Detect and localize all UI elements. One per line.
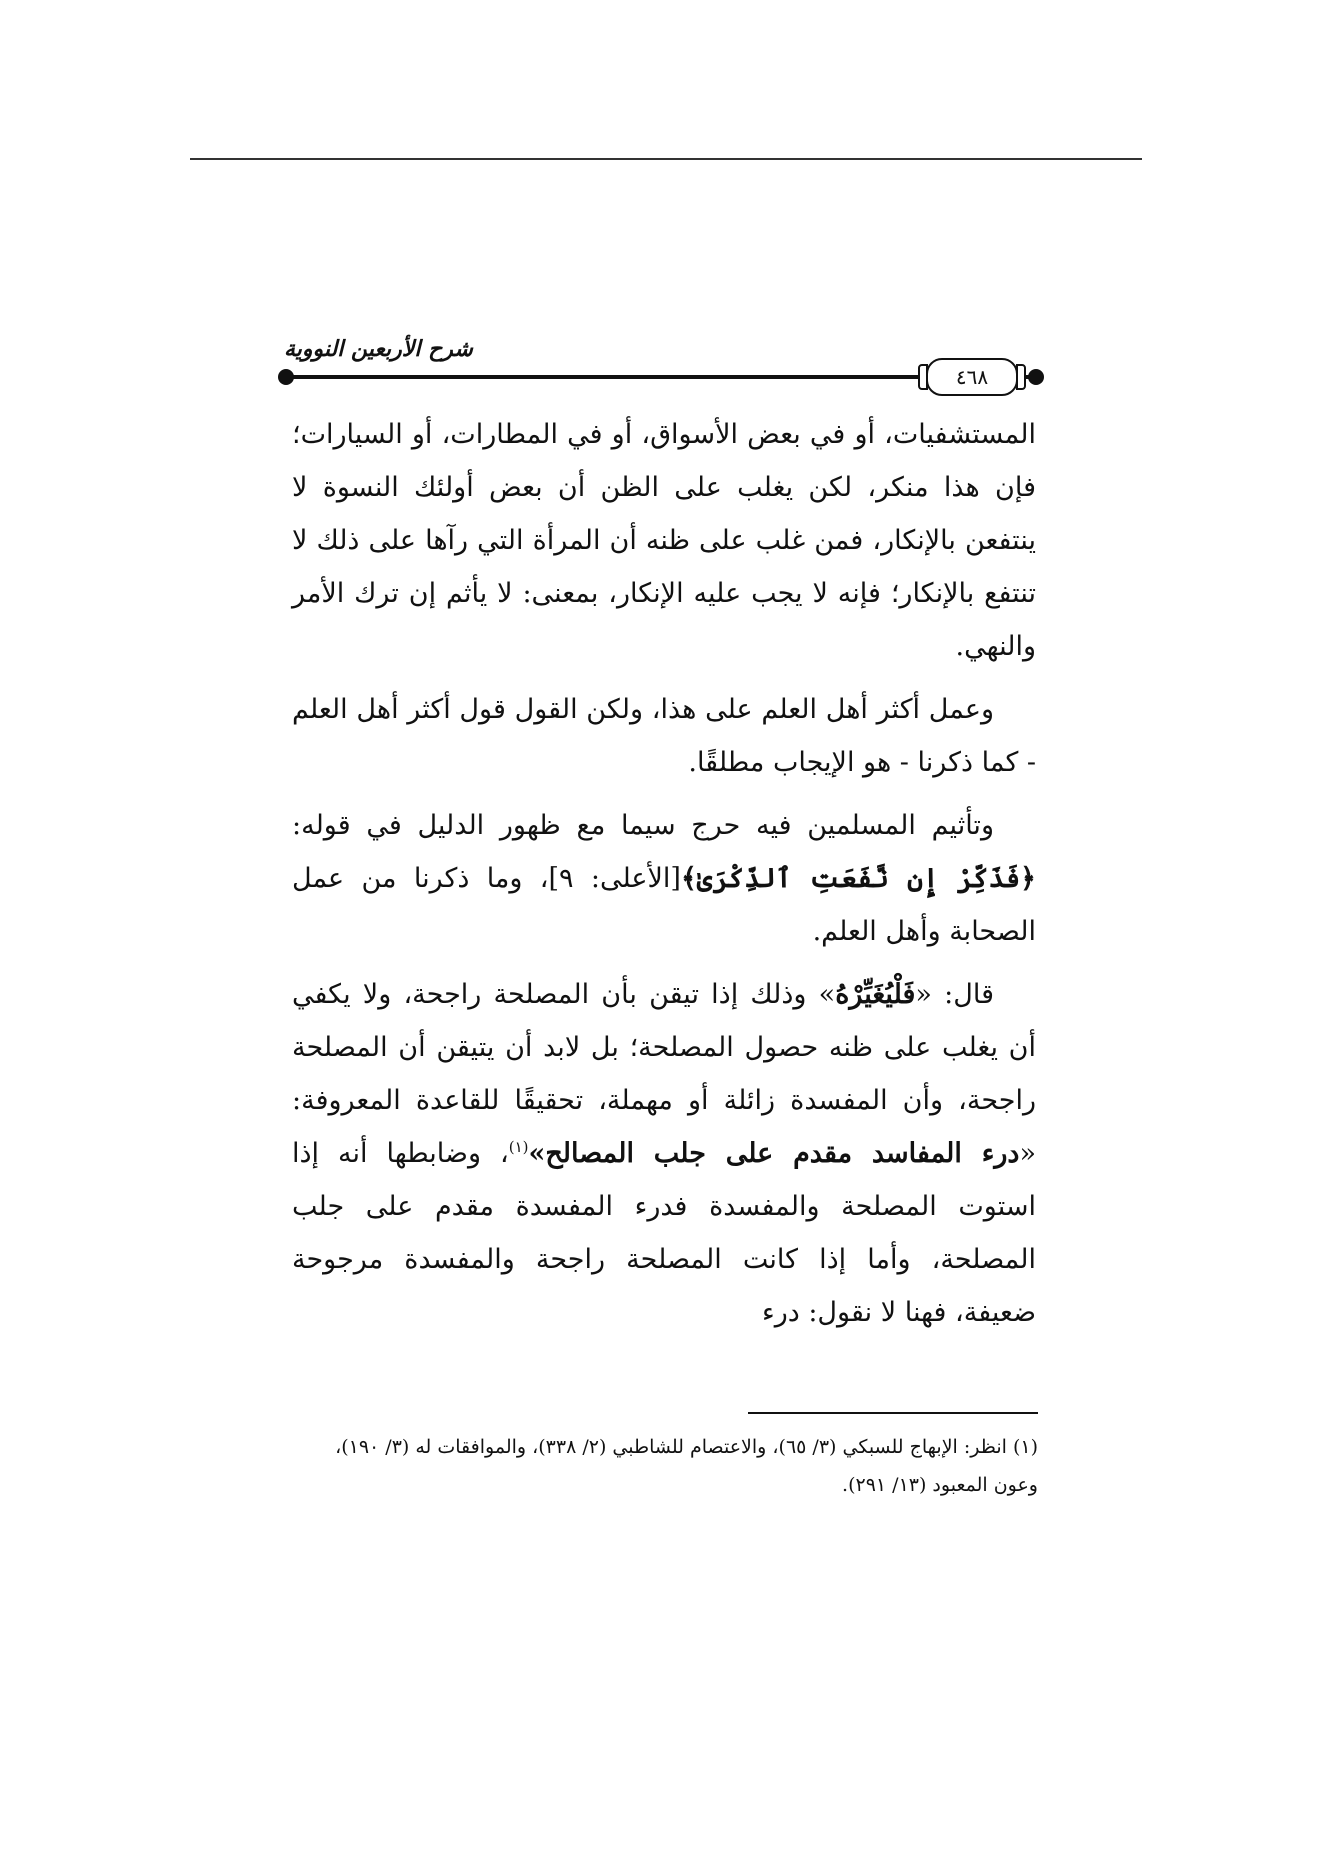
paragraph-3-citation: [الأعلى: ٩]، وما ذكرنا من عمل الصحابة وأهل العلم.: [292, 863, 1036, 947]
footnote-separator: [748, 1412, 1038, 1414]
header-ornament-dot-right: [1028, 369, 1044, 385]
paragraph-3-text: وتأثيم المسلمين فيه حرج سيما مع ظهور الدليل في قوله:: [292, 810, 994, 841]
quran-verse: فَذَكِّرْ إِن نَّفَعَتِ ٱلذِّكْرَىٰ: [696, 863, 1021, 894]
paragraph-4-middle: » وذلك إذا تيقن بأن المصلحة راجحة، ولا يكفي أن يغلب على ظنه حصول المصلحة؛ بل لابد أن يتيقن أن المصلحة راجحة، وأن المفسدة زائلة أو مهملة، تحقيقًا للقاعدة المعروفة: «: [292, 979, 1036, 1169]
running-header: [278, 336, 1044, 396]
page-number: ٤٦٨: [955, 365, 989, 389]
paragraph-4-lead: قال: «: [915, 979, 994, 1010]
paragraph-3: [292, 799, 1036, 958]
footnote-1-line-2: وعون المعبود (١٣/ ٢٩١).: [842, 1474, 1038, 1496]
legal-maxim-close: »: [528, 1138, 546, 1169]
footnotes: [292, 1428, 1038, 1504]
paragraph-4-end: ، وضابطها أنه إذا استوت المصلحة والمفسدة فدرء المفسدة مقدم على جلب المصلحة، وأما إذا كانت المصلحة راجحة والمفسدة مرجوحة ضعيفة، فهنا لا نقول: درء: [292, 1138, 1036, 1328]
footnote-1-line-1: (١) انظر: الإبهاج للسبكي (٣/ ٦٥)، والاعتصام للشاطبي (٢/ ٣٣٨)، والموافقات له (٣/ ١٩٠)،: [335, 1436, 1038, 1458]
page-number-frame: [926, 358, 1018, 396]
hadith-word: فَلْيُغَيِّرْهُ: [835, 979, 916, 1010]
body-text: [292, 408, 1036, 1339]
quran-bracket-close: ﴾: [680, 863, 697, 894]
paragraph-2: وعمل أكثر أهل العلم على هذا، ولكن القول قول أكثر أهل العلم - كما ذكرنا - هو الإيجاب مطلقًا.: [292, 694, 1036, 778]
header-ornament-dot-left: [278, 369, 294, 385]
paragraph-1: المستشفيات، أو في بعض الأسواق، أو في المطارات، أو السيارات؛ فإن هذا منكر، لكن يغلب على الظن أن بعض أولئك النسوة لا ينتفعن بالإنكار، فمن غلب على ظنه أن المرأة التي رآها على ذلك لا تنتفع بالإنكار؛ فإنه لا يجب عليه الإنكار، بمعنى: لا يأثم إن ترك الأمر والنهي.: [292, 419, 1036, 662]
quran-bracket-open: ﴿: [1020, 863, 1036, 894]
legal-maxim: درء المفاسد مقدم على جلب المصالح: [545, 1138, 1020, 1169]
paragraph-4: [292, 968, 1036, 1339]
top-rule: [190, 158, 1142, 160]
footnote-marker[interactable]: (١): [508, 1138, 529, 1156]
book-title: شرح الأربعين النووية: [284, 336, 473, 362]
